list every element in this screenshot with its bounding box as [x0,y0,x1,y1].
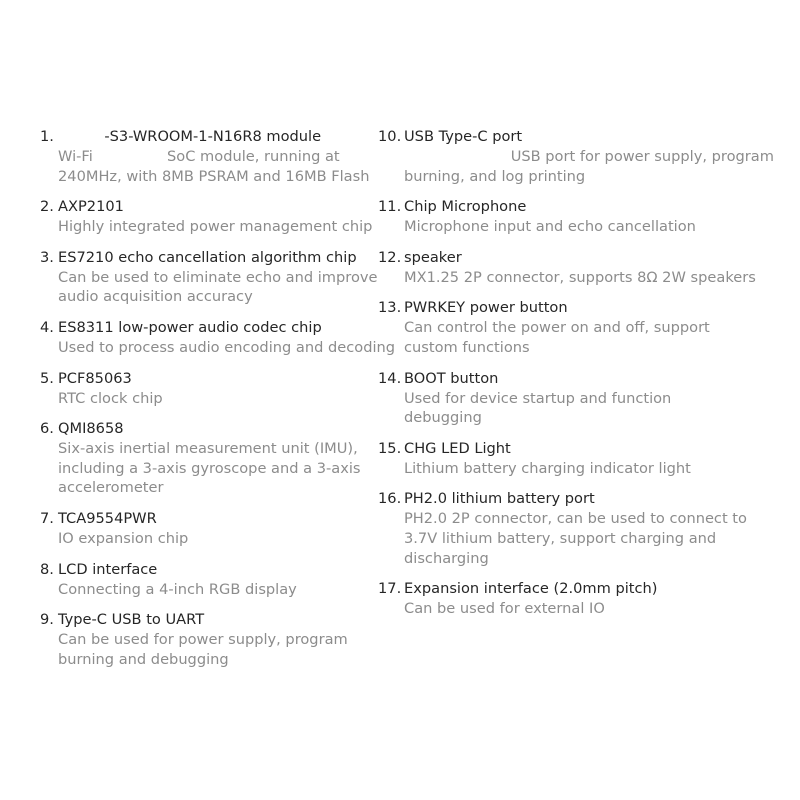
feature-item [40,509,380,549]
description-line: Wi-Fi SoC module, running at [58,148,340,165]
feature-description [378,459,788,479]
feature-title [378,127,788,147]
feature-title-text: PH2.0 lithium battery port [404,490,595,508]
feature-number: 13. [378,299,402,317]
description-line: Can control the power on and off, support [404,319,710,337]
feature-title-text: PWRKEY power button [404,299,568,317]
feature-description [378,147,788,186]
description-line: Used for device startup and function [404,389,672,407]
feature-description [40,529,380,549]
feature-title [40,419,380,439]
feature-title [378,369,788,389]
feature-item [378,369,788,428]
feature-item [40,419,380,498]
description-line: discharging [404,549,489,567]
feature-description [40,439,380,498]
feature-item [378,579,788,619]
description-line: Highly integrated power management chip [58,218,373,236]
feature-description [40,217,380,237]
item-gap [40,549,380,560]
item-gap [40,237,380,248]
description-line: IO expansion chip [58,529,189,547]
item-gap [378,186,788,197]
feature-item [40,197,380,237]
feature-title [40,369,380,389]
description-line: RTC clock chip [58,389,163,407]
item-gap [40,186,380,197]
item-gap [40,358,380,369]
feature-title-text: Chip Microphone [404,198,527,216]
feature-title [378,489,788,509]
feature-number: 12. [378,248,402,266]
feature-number: 15. [378,439,402,457]
feature-title [378,248,788,268]
feature-number: 1. [40,128,54,145]
feature-title [40,197,380,217]
description-line: including a 3-axis gyroscope and a 3-axis [58,459,361,477]
feature-description [40,630,380,669]
item-gap [40,599,380,610]
feature-number: 5. [40,369,54,387]
description-line: burning and debugging [58,650,229,668]
item-gap [378,478,788,489]
feature-title-text: CHG LED Light [404,439,511,457]
feature-title-text: Expansion interface (2.0mm pitch) [404,580,658,598]
feature-title [40,509,380,529]
feature-number: 10. [378,128,402,145]
feature-title [378,579,788,599]
feature-number: 17. [378,580,402,598]
feature-title-text: Type-C USB to UART [58,611,205,629]
feature-number: 4. [40,318,54,336]
feature-description [378,509,788,568]
description-line: 240MHz, with 8MB PSRAM and 16MB Flash [58,167,370,185]
feature-title-text: LCD interface [58,560,158,578]
feature-description [378,389,788,428]
description-line: MX1.25 2P connector, supports 8Ω 2W speakers [404,268,756,286]
feature-number: 11. [378,198,402,216]
feature-number: 7. [40,509,54,527]
feature-description [378,599,788,619]
feature-title-text: -S3-WROOM-1-N16R8 module [58,128,322,145]
feature-title-text: USB Type-C port [404,128,523,145]
feature-description [378,268,788,288]
item-gap [378,287,788,298]
feature-title-text: ES7210 echo cancellation algorithm chip [58,248,357,266]
feature-item [40,127,380,186]
description-line: PH2.0 2P connector, can be used to connect to [404,510,747,528]
feature-title-text: AXP2101 [58,198,124,216]
right-feature-list [378,127,788,619]
description-line: 3.7V lithium battery, support charging and [404,529,717,547]
feature-description [40,580,380,600]
feature-item [40,560,380,600]
description-line: audio acquisition accuracy [58,288,253,306]
feature-number: 2. [40,198,54,216]
description-line: Can be used for power supply, program [58,631,348,649]
item-gap [378,237,788,248]
feature-description [40,268,380,307]
feature-item [40,318,396,358]
description-line: Microphone input and echo cancellation [404,218,696,236]
feature-title [40,318,380,338]
description-line: USB port for power supply, program [404,148,774,165]
feature-title [378,298,788,318]
feature-title [40,560,380,580]
description-line: debugging [404,409,482,427]
item-gap [40,498,380,509]
item-gap [378,568,788,579]
feature-item [378,298,788,357]
feature-item [378,127,788,186]
feature-title [40,248,380,268]
feature-number: 8. [40,560,54,578]
item-gap [40,307,380,318]
feature-title-text: BOOT button [404,369,499,387]
feature-number: 9. [40,611,54,629]
feature-title-text: QMI8658 [58,420,124,438]
description-line: Six-axis inertial measurement unit (IMU), [58,440,358,458]
feature-item [40,248,380,307]
description-line: custom functions [404,338,530,356]
description-line: Lithium battery charging indicator light [404,459,691,477]
item-gap [40,408,380,419]
feature-number: 14. [378,369,402,387]
feature-number: 3. [40,248,54,266]
feature-item [40,610,380,669]
feature-item [40,369,380,409]
description-line: Can be used to eliminate echo and improve [58,268,378,286]
description-line: Used to process audio encoding and decoding [58,338,396,356]
feature-item [378,197,788,237]
feature-description [40,338,396,358]
feature-title-text: speaker [404,248,462,266]
feature-title-text: ES8311 low-power audio codec chip [58,318,322,336]
feature-description [40,147,380,186]
feature-title [378,197,788,217]
feature-title [40,127,380,147]
feature-title-text: TCA9554PWR [58,509,157,527]
feature-description [40,389,380,409]
feature-description [378,217,788,237]
description-line: Connecting a 4-inch RGB display [58,580,297,598]
feature-item [378,489,788,568]
feature-item [378,439,788,479]
description-line: Can be used for external IO [404,600,605,618]
feature-title [378,439,788,459]
description-line: burning, and log printing [404,167,586,185]
feature-title [40,610,380,630]
feature-number: 16. [378,490,402,508]
feature-item [378,248,788,288]
item-gap [378,428,788,439]
item-gap [378,358,788,369]
feature-number: 6. [40,420,54,438]
description-line: accelerometer [58,479,164,497]
feature-description [378,318,788,357]
feature-title-text: PCF85063 [58,369,132,387]
